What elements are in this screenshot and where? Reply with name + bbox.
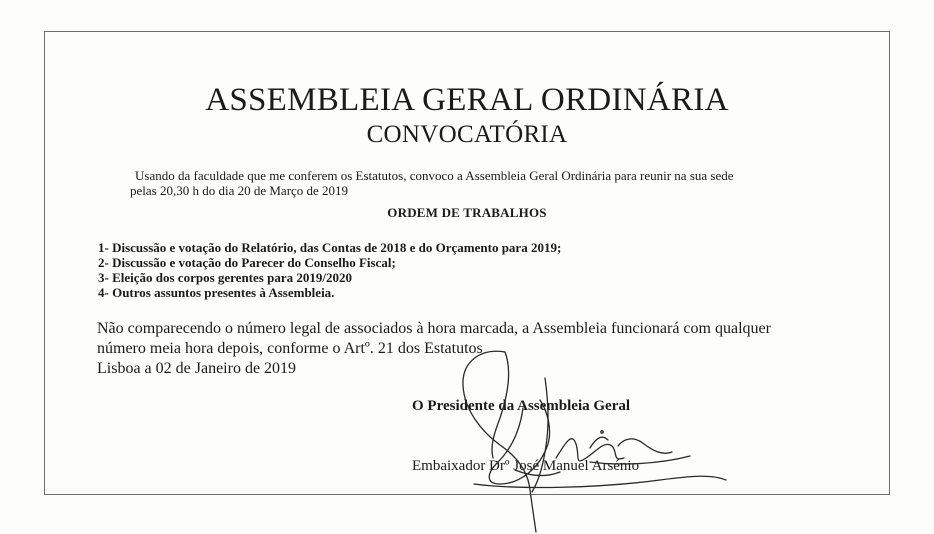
intro-paragraph [130,168,830,198]
document-subtitle: CONVOCATÓRIA [366,121,568,148]
notice-line-2: número meia hora depois, conforme o Artº. 21 dos Estatutos [97,340,483,357]
notice-paragraph [97,319,837,379]
bottom-rule [44,494,890,495]
notice-line-1: Não comparecendo o número legal de associados à hora marcada, a Assembleia funcionará com qualquer [97,320,771,337]
agenda-heading: ORDEM DE TRABALHOS [387,205,547,220]
signatory-role: O Presidente da Assembleia Geral [412,398,631,414]
agenda-item: 2- Discussão e votação do Parecer do Conselho Fiscal; [98,255,396,270]
intro-line-2: pelas 20,30 h do dia 20 de Março de 2019 [130,183,349,198]
agenda-item: 1- Discussão e votação do Relatório, das Contas de 2018 e do Orçamento para 2019; [98,240,562,255]
agenda-item: 4- Outros assuntos presentes à Assembleia. [98,285,335,300]
agenda-item: 3- Eleição dos corpos gerentes para 2019/2020 [98,270,352,285]
signatory-name: Embaixador Drº José Manuel Arsénio [412,458,640,474]
place-date: Lisboa a 02 de Janeiro de 2019 [97,360,297,377]
agenda-list [98,240,561,300]
intro-line-1: Usando da faculdade que me conferem os Estatutos, convoco a Assembleia Geral Ordinária para reunir na sua sede [135,168,734,183]
document-title: ASSEMBLEIA GERAL ORDINÁRIA [205,82,729,118]
